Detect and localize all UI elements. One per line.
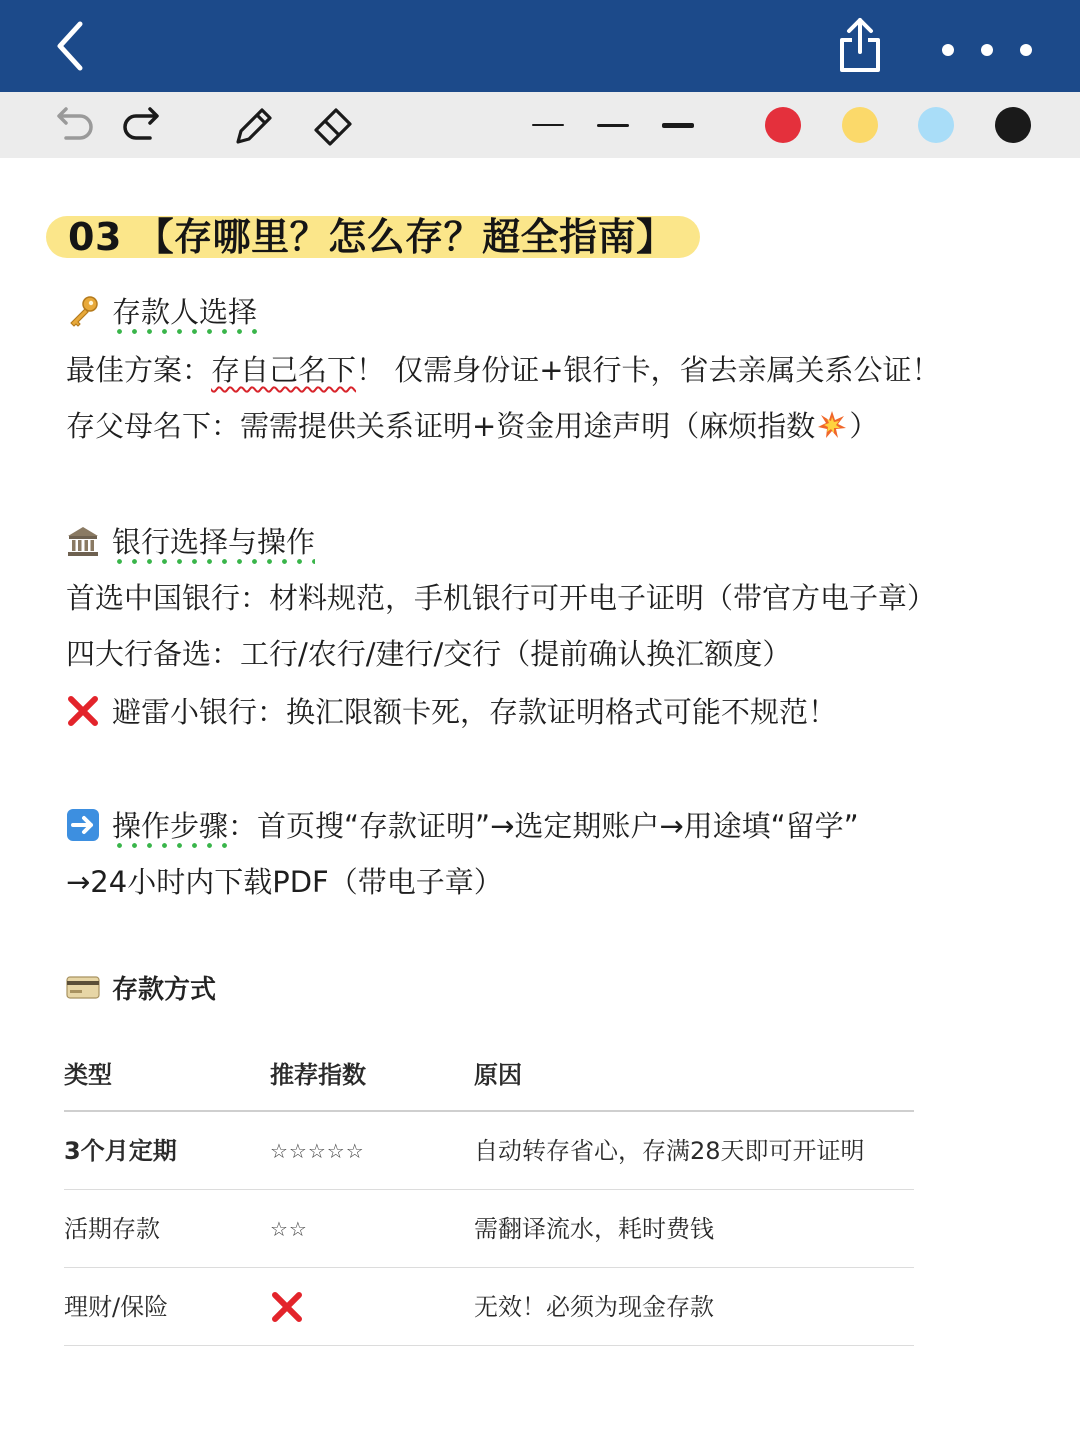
- deposit-heading-line: [66, 970, 216, 1008]
- steps-line1-rest: ：首页搜“存款证明”→选定期账户→用途填“留学”: [228, 809, 859, 843]
- cross-mark-icon: [270, 1290, 304, 1324]
- row-type: 理财/保险: [64, 1293, 169, 1321]
- color-yellow-swatch[interactable]: [842, 107, 878, 143]
- bank-icon: [66, 524, 100, 558]
- right-arrow-icon: [66, 808, 100, 842]
- bank-heading-line: [66, 522, 315, 562]
- row-reason: 自动转存省心，存满28天即可开证明: [474, 1137, 865, 1165]
- section-title: [46, 212, 675, 262]
- bank-heading: 银行选择与操作: [112, 525, 315, 565]
- parents-text: 存父母名下：需需提供关系证明+资金用途声明（麻烦指数: [66, 409, 816, 443]
- avoid-text: 避雷小银行：换汇限额卡死，存款证明格式可能不规范！: [112, 695, 838, 729]
- depositor-best-line: [66, 350, 941, 390]
- line-thin-option[interactable]: [526, 106, 570, 144]
- deposit-heading: 存款方式: [112, 975, 217, 1005]
- more-icon[interactable]: [930, 30, 1040, 70]
- steps-line-1: [66, 806, 859, 846]
- key-icon: [66, 294, 100, 328]
- bank-avoid-line: [66, 692, 837, 732]
- row-reason: 需翻译流水，耗时费钱: [474, 1215, 714, 1243]
- eraser-icon[interactable]: [308, 100, 358, 150]
- page-title: 03 【存哪里？怎么存？超全指南】: [68, 215, 675, 259]
- drawing-toolbar: [0, 92, 1080, 158]
- col-header-type: 类型: [64, 1061, 112, 1089]
- cross-mark-icon: [66, 694, 100, 728]
- row-type: 3个月定期: [64, 1137, 177, 1165]
- depositor-parents-line: [66, 406, 878, 446]
- line-medium-option[interactable]: [591, 106, 635, 144]
- depositor-heading-line: [66, 292, 257, 332]
- row-rating: ☆☆: [270, 1217, 308, 1241]
- depositor-heading: 存款人选择: [112, 295, 257, 335]
- col-header-rating: 推荐指数: [270, 1061, 366, 1089]
- table-row: [64, 1190, 914, 1268]
- col-header-reason: 原因: [474, 1061, 522, 1089]
- pencil-icon[interactable]: [228, 100, 278, 150]
- best-suffix: ！ 仅需身份证+银行卡，省去亲属关系公证！: [356, 353, 941, 387]
- credit-card-icon: [66, 970, 100, 1004]
- collision-icon: [817, 410, 847, 440]
- color-black-swatch[interactable]: [995, 107, 1031, 143]
- undo-icon[interactable]: [46, 100, 96, 150]
- line-thick-option[interactable]: [656, 106, 700, 144]
- bank-backup-line: 四大行备选：工行/农行/建行/交行（提前确认换汇额度）: [66, 637, 792, 671]
- top-nav-bar: [0, 0, 1080, 92]
- best-prefix: 最佳方案：: [66, 353, 212, 387]
- best-highlight: 存自己名下: [211, 353, 357, 387]
- parents-end: ）: [849, 409, 879, 443]
- redo-icon[interactable]: [120, 100, 170, 150]
- steps-line-2: →24小时内下载PDF（带电子章）: [66, 865, 503, 899]
- row-rating: ☆☆☆☆☆: [270, 1139, 365, 1163]
- table-header-row: [64, 1042, 914, 1112]
- table-row: [64, 1268, 914, 1346]
- share-icon[interactable]: [832, 16, 888, 76]
- bank-first-line: 首选中国银行：材料规范，手机银行可开电子证明（带官方电子章）: [66, 581, 937, 615]
- deposit-table: [64, 1042, 914, 1346]
- row-type: 活期存款: [64, 1215, 160, 1243]
- color-blue-swatch[interactable]: [918, 107, 954, 143]
- back-icon[interactable]: [44, 18, 100, 74]
- color-red-swatch[interactable]: [765, 107, 801, 143]
- row-reason: 无效！必须为现金存款: [474, 1293, 714, 1321]
- table-row: [64, 1112, 914, 1190]
- steps-label: 操作步骤: [112, 809, 228, 849]
